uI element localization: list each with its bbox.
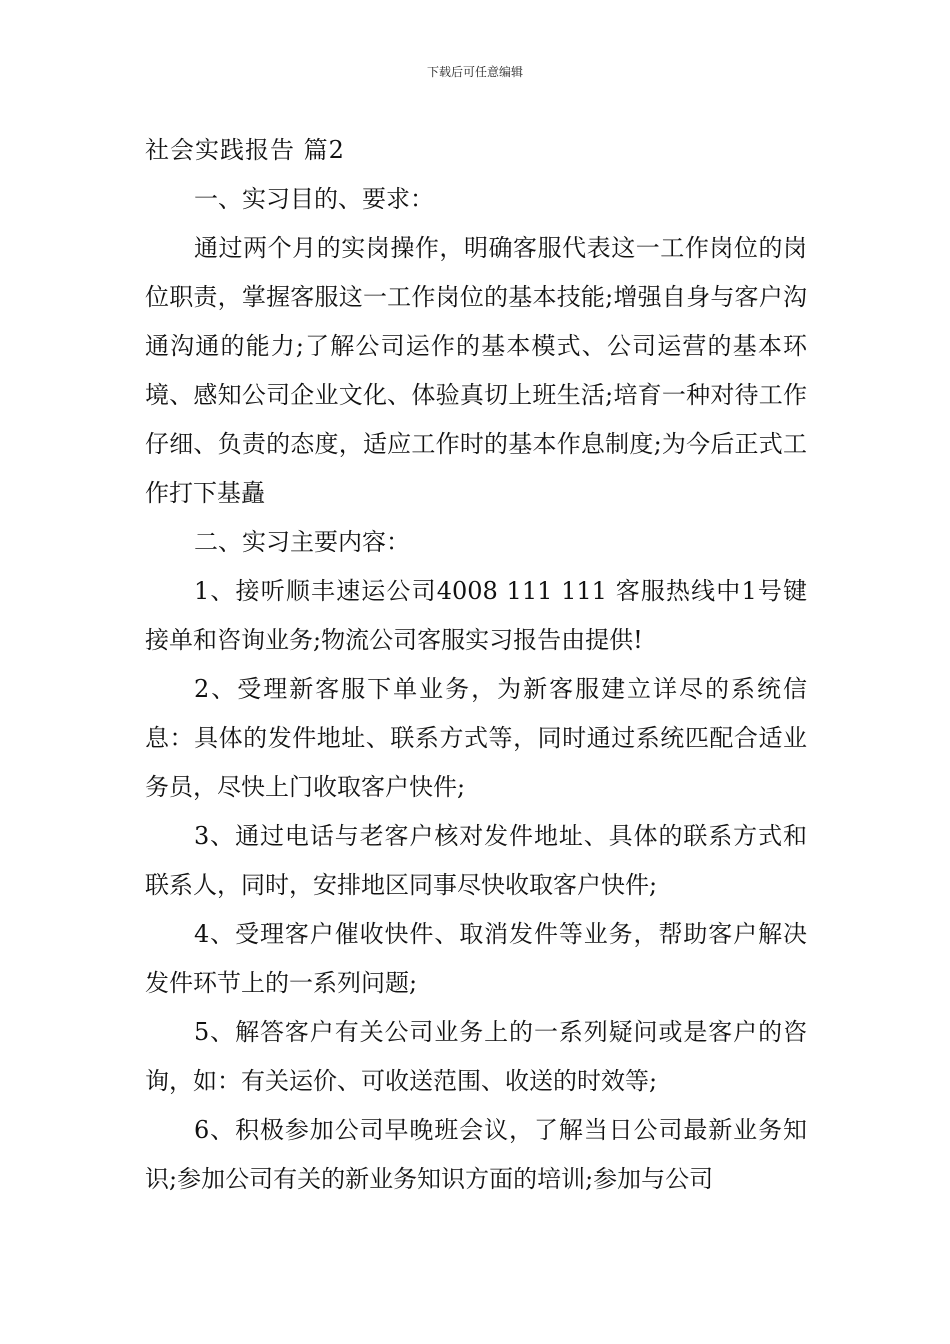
paragraph-item-4: 4、受理客户催收快件、取消发件等业务，帮助客户解决发件环节上的一系列问题; xyxy=(145,920,807,997)
paragraph-item-5: 5、解答客户有关公司业务上的一系列疑问或是客户的咨询，如：有关运价、可收送范围、收送的时效等; xyxy=(145,1018,807,1095)
paragraph-item-6: 6、积极参加公司早晚班会议，了解当日公司最新业务知识;参加公司有关的新业务知识方面的培训;参加与公司 xyxy=(145,1116,807,1193)
document-body xyxy=(145,126,807,1204)
paragraph-section-one-heading: 一、实习目的、要求： xyxy=(194,185,434,213)
paragraph-item-3: 3、通过电话与老客户核对发件地址、具体的联系方式和联系人，同时，安排地区同事尽快收取客户快件; xyxy=(145,822,807,899)
page-header-note: 下载后可任意编辑 xyxy=(426,65,523,79)
paragraph-section-two-heading: 二、实习主要内容： xyxy=(194,528,410,556)
paragraph-item-2: 2、受理新客服下单业务，为新客服建立详尽的系统信息：具体的发件地址、联系方式等，同时通过系统匹配合适业务员，尽快上门收取客户快件; xyxy=(145,675,807,801)
document-title: 社会实践报告 篇2 xyxy=(145,136,345,164)
paragraph-item-1: 1、接听顺丰速运公司4008 111 111 客服热线中1号键接单和咨询业务;物流公司客服实习报告由提供! xyxy=(145,577,807,654)
paragraph-objectives: 通过两个月的实岗操作，明确客服代表这一工作岗位的岗位职责，掌握客服这一工作岗位的基本技能;增强自身与客户沟通沟通的能力;了解公司运作的基本模式、公司运营的基本环境、感知公司企业文化、体验真切上班生活;培育一种对待工作仔细、负责的态度，适应工作时的基本作息制度;为今后正式工作打下基矗 xyxy=(145,234,807,507)
